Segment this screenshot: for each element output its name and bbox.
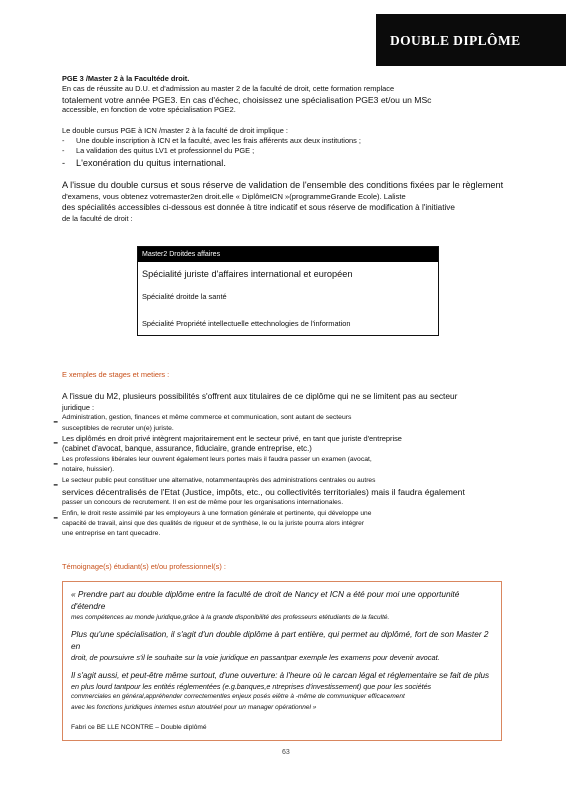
career-line: notaire, huissier).	[62, 466, 115, 474]
banner-title: DOUBLE DIPLÔME	[390, 33, 521, 48]
title-banner	[376, 14, 566, 66]
list-item	[62, 455, 510, 476]
career-line: - Le secteur public peut constituer une alternative, notammentauprès des administrations centrales ou autres	[62, 476, 376, 484]
m2-line: A l'issue du M2, plusieurs possibilités s'offrent aux titulaires de ce diplôme qui ne se limitent pas au secteur	[62, 391, 458, 402]
speciality-row: Spécialité juriste d'affaires international et européen	[142, 269, 353, 280]
career-line: - Administration, gestion, finances et même commerce et communication, sont autant de secteurs	[62, 414, 352, 422]
list-item	[62, 476, 510, 509]
list-item	[62, 509, 510, 540]
career-line: susceptibles de recruter un(e) juriste.	[62, 424, 174, 432]
career-line: (cabinet d'avocat, banque, assurance, fiduciaire, grande entreprise, etc.)	[62, 444, 312, 454]
section-title: PGE 3 /Master 2 à la Facultéde droit.	[62, 74, 190, 83]
testimony-line: Plus qu'une spécialisation, il s'agit d'un double diplôme à part entière, qui permet au diplômé, fort de son Master 2 en	[71, 628, 489, 652]
page-content	[62, 74, 510, 741]
testimony-line: droit, de poursuivre s'il le souhaite sur la voie juridique en passantpar exemple les examens pour devenir avocat.	[71, 653, 440, 663]
intro-line: accessible, en fonction de votre spécialisation PGE2.	[62, 105, 236, 115]
specialities-table	[137, 246, 439, 336]
testimony-line: commerciales en général,appréhender correctementles enjeux posés eiêtre à -même de communiquer efficacement	[71, 693, 405, 701]
career-line: capacité de travail, ainsi que des qualités de rigueur et de synthèse, le ou la juriste pourra alors intégrer	[62, 519, 365, 527]
career-line: - Enfin, le droit reste assimilé par les employeurs à une formation générale et pertinente, qui développe une	[62, 509, 372, 517]
testimony-line: Il s'agit aussi, et peut-être même surtout, d'une ouverture: à l'heure où le carcan légal et réglementaire se fait de plus	[71, 670, 490, 680]
list-item	[62, 434, 510, 455]
testimony-line: mes compétences au monde juridique,grâce à la grande disponibilité des professeurs etétudiants de la faculté.	[71, 613, 390, 621]
career-line: - Les diplômés en droit privé intègrent majoritairement ent le secteur privé, en tant que juriste d'entreprise	[62, 433, 402, 443]
list-item	[62, 413, 510, 434]
intro-line: totalement votre année PGE3. En cas d'échec, choisissez une spécialisation PGE3 et/ou un MSc	[62, 94, 432, 105]
double-cursus-lead: Le double cursus PGE à ICN /master 2 à la faculté de droit implique :	[62, 125, 288, 135]
speciality-row: Spécialité Propriété intellectuelle ettechnologies de l'information	[142, 318, 351, 328]
speciality-row: Spécialité droitde la santé	[142, 292, 227, 302]
career-line: services décentralisés de l'Etat (Justice, impôts, etc., ou collectivités territoriales) mais il faudra également	[62, 486, 465, 497]
validation-line: des spécialités accessibles ci-dessous est donnée à titre indicatif et sous réserve de modification à l'initiative	[62, 203, 455, 213]
intro-line: En cas de réussite au D.U. et d'admission au master 2 de la faculté de droit, cette formation remplace	[62, 84, 395, 94]
testimony-line: en plus lourd tantpour les entités réglementées (e.g.banques,e ntreprises d'investissement) que pour les sociétés	[71, 681, 432, 691]
validation-line: de la faculté de droit :	[62, 213, 133, 223]
testimony-box	[62, 581, 502, 741]
testimony-signature: Fabri ce BE LLE NCONTRE – Double diplômé	[71, 724, 207, 732]
career-line: - Les professions libérales leur ouvrent également leurs portes mais il faudra passer un examen (avocat,	[62, 455, 372, 463]
m2-line: juridique :	[62, 402, 95, 412]
m2-paragraph	[62, 390, 510, 413]
testimony-line: avec les fonctions juridiques internes estun atoutréel pour un manager opérationnel »	[71, 703, 317, 711]
validation-line: A l'issue du double cursus et sous réserve de validation de l'ensemble des conditions fixées par le règlement	[62, 180, 504, 191]
specialities-header: Master2 Droitdes affaires	[138, 247, 438, 262]
testimony-heading: Témoignage(s) étudiant(s) et/ou professionnel(s) :	[62, 561, 226, 571]
list-item: - Une double inscription à ICN et la faculté, avec les frais afférents aux deux institutions ;	[62, 136, 510, 146]
examples-heading: E xemples de stages et metiers :	[62, 370, 170, 380]
validation-line: d'examens, vous obtenez votremaster2en droit.elle « DiplômeICN »(programmeGrande Ecole). Laliste	[62, 192, 406, 202]
page-number: 63	[282, 749, 290, 756]
validation-paragraph	[62, 179, 510, 224]
double-cursus-list	[62, 136, 510, 169]
career-line: passer un concours de recrutement. Il en est de même pour les organisations internationales.	[62, 499, 344, 507]
testimony-line: « Prendre part au double diplôme entre la faculté de droit de Nancy et ICN a été pour moi une opportunité d'étendre	[71, 589, 460, 612]
intro-paragraph	[62, 84, 510, 115]
list-item: - L'exonération du quitus international.	[62, 157, 510, 169]
career-line: une entreprise en tant quecadre.	[62, 530, 161, 538]
career-list	[62, 413, 510, 540]
double-cursus-block	[62, 126, 510, 169]
list-item: - La validation des quitus LV1 et professionnel du PGE ;	[62, 146, 510, 156]
